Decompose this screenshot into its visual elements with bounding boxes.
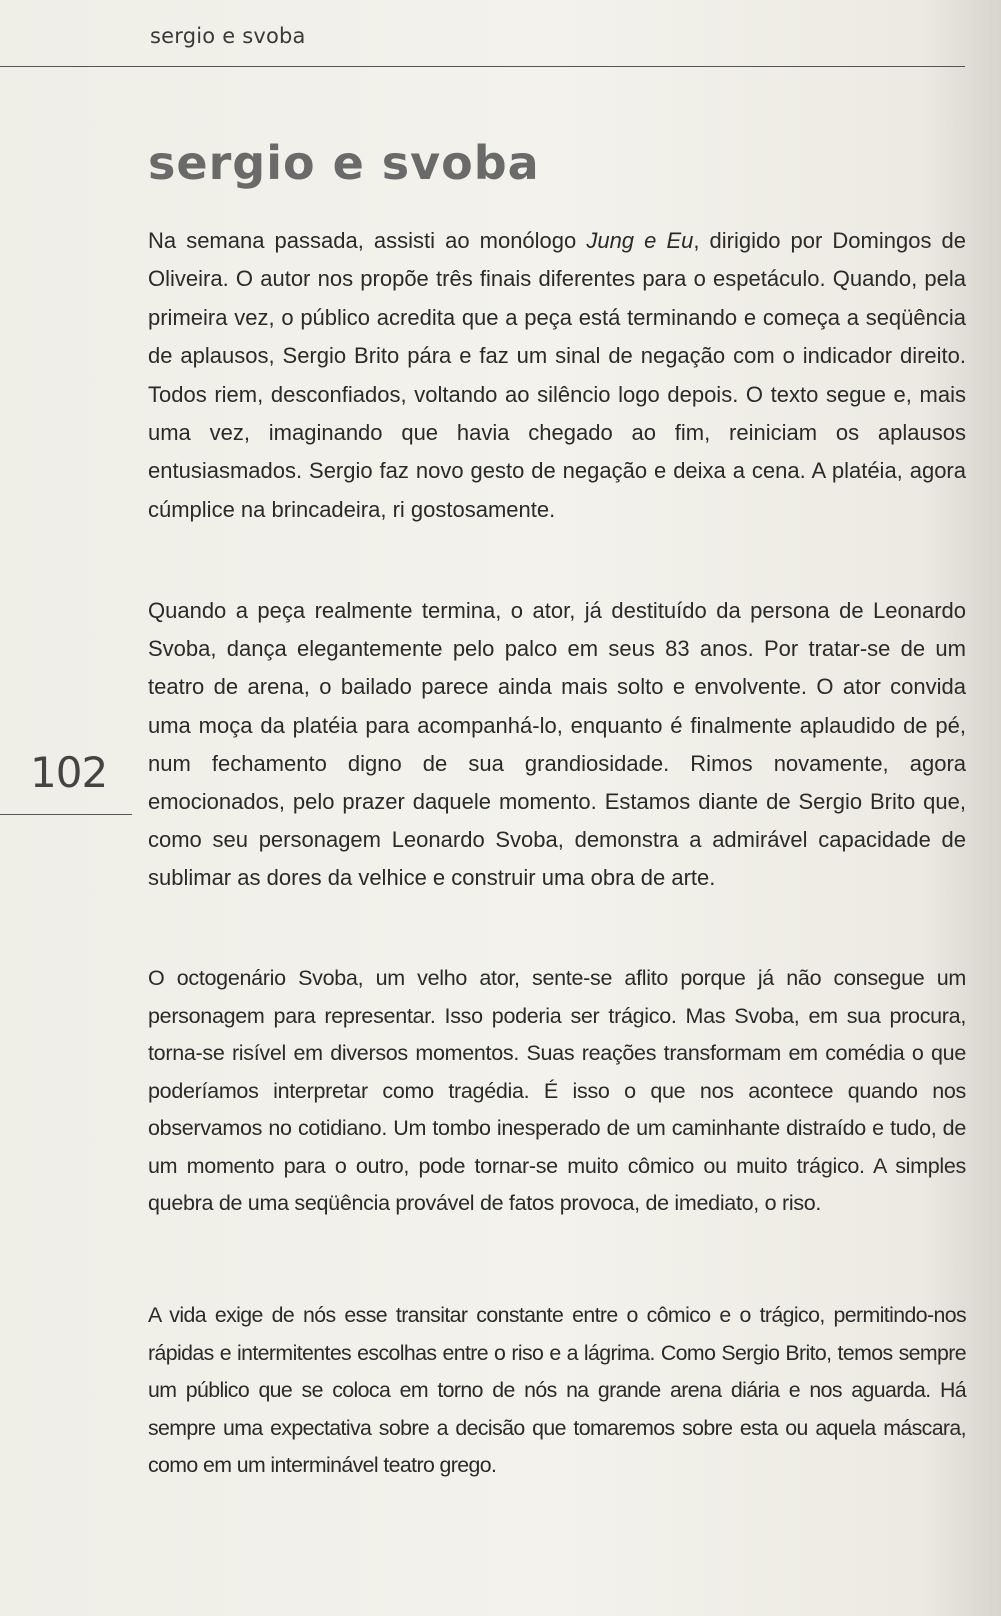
paragraph-1-italic-jung: Jung bbox=[586, 228, 635, 253]
paragraph-1 bbox=[148, 222, 966, 529]
page-number: 102 bbox=[30, 748, 108, 797]
header-rule bbox=[0, 66, 965, 67]
folio-rule bbox=[0, 814, 132, 815]
paragraph-2: Quando a peça realmente termina, o ator, já destituído da persona de Leonardo Svoba, dança elegantemente pelo palco em seus 83 anos. Por tratar-se de um teatro de arena, o bailado parece ainda mais solto e envolvente. O ator convida uma moça da platéia para acompanhá-lo, enquanto é finalmente aplaudido de pé, num fechamento digno de sua grandiosidade. Rimos novamente, agora emocionados, pelo prazer daquele momento. Estamos diante de Sergio Brito que, como seu personagem Leonardo Svoba, demonstra a admirável capacidade de sublimar as dores da velhice e construir uma obra de arte. bbox=[148, 598, 966, 891]
paragraph-1-italic-e: e bbox=[634, 228, 667, 253]
paragraph-3: O octogenário Svoba, um velho ator, sente-se aflito porque já não consegue um personagem para representar. Isso poderia ser trágico. Mas Svoba, em sua procura, torna-se risível em diversos momentos. Suas reações transformam em comédia o que poderíamos interpretar como tragédia. É isso o que nos acontece quando nos observamos no cotidiano. Um tombo inesperado de um caminhante distraído e tudo, de um momento para o outro, pode tornar-se muito cômico ou muito trágico. A simples quebra de uma seqüência provável de fatos provoca, de imediato, o riso. bbox=[148, 966, 966, 1215]
running-head: sergio e svoba bbox=[150, 24, 306, 48]
paragraph-1-text-a: Na semana passada, assisti ao monólogo bbox=[148, 228, 587, 253]
chapter-title: sergio e svoba bbox=[148, 136, 540, 190]
paragraph-1-italic-eu: Eu bbox=[666, 228, 694, 253]
paragraph-1-text-b: , dirigido por Domingos de Oliveira. O autor nos propõe três finais diferentes para o espetáculo. Quando, pela primeira vez, o público acredita que a peça está terminando e começa a seqüência de aplausos, Sergio Brito pára e faz um sinal de negação com o indicador direito. Todos riem, desconfiados, voltando ao silêncio logo depois. O texto segue e, mais uma vez, imaginando que havia chegado ao fim, reiniciam os aplausos entusiasmados. Sergio faz novo gesto de negação e deixa a cena. A platéia, agora cúmplice na brincadeira, ri gostosamente. bbox=[148, 228, 966, 522]
paragraph-4: A vida exige de nós esse transitar constante entre o cômico e o trágico, permitindo-nos rápidas e intermitentes escolhas entre o riso e a lágrima. Como Sergio Brito, temos sempre um público que se coloca em torno de nós na grande arena diária e nos aguarda. Há sempre uma expectativa sobre a decisão que tomaremos sobre esta ou aquela máscara, como em um interminável teatro grego. bbox=[148, 1303, 966, 1477]
